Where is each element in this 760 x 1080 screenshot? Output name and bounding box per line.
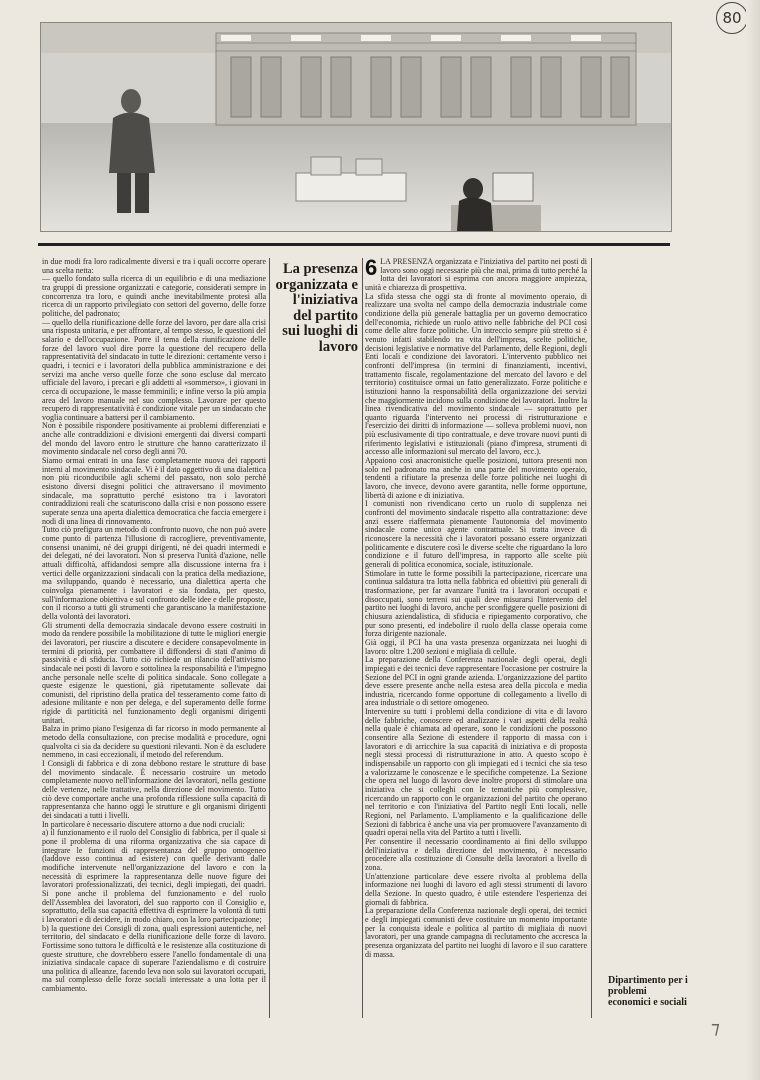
department-credit: Dipartimento per i problemi economici e sociali	[608, 975, 688, 1008]
paragraph: La sfida stessa che oggi sta di fronte al movimento operaio, di realizzare una svolta nel campo della democrazia industriale come condizione della più generale battaglia per un governo democratico dell'economia, richiede un ruolo attivo nelle fabbriche del PCI così come delle altre forze politiche. Un intreccio sempre più stretto si è venuto infatti stabilendo tra vita dell'impresa, scelte politiche, decisioni legislative e normative del Parlamento, delle Regioni, degli Enti locali e condizione dei lavoratori. L'intervento pubblico nei confronti dell'impresa (in termini di finanziamenti, incentivi, trattamento fiscale, regolamentazione del mercato del lavoro e del territorio) costituisce ormai un fatto generalizzato. Forze politiche e istituzioni hanno la responsabilità della organizzazione dei servizi che maggiormente incidono sulla condizione dei lavoratori. Inoltre la linea rivendicativa del movimento sindacale — soprattutto per quanto riguarda l'intervento nei processi di ristrutturazione e l'esercizio dei diritti di informazione — solleva problemi nuovi, non più esclusivamente di tipo contrattuale, e deve trovare nuovi punti di riferimento legislativi e istituzionali (piano d'impresa, strumenti di accesso alle informazioni sul mercato del lavoro, ecc.).	[365, 291, 587, 457]
handwritten-mark: ⁊	[711, 1018, 720, 1039]
paragraph: Tutto ciò prefigura un metodo di confronto nuovo, che non può avere come punto di partenza l'illusione di raccogliere, preventivamente, consensi unanimi, né dei gruppi dirigenti, né dei quadri intermedi e dei delegati, né dei lavoratori. Non si preserva l'unità d'azione, nelle attuali difficoltà, affidandosi sempre alla discussione interna fra i vertici delle organizzazioni sindacali con la pratica della mediazione, ma sviluppando, quando è necessario, una dialettica aperta che coinvolga pienamente i lavoratori e sia fondata, per questo, sull'informazione obiettiva e sul confronto delle idee e delle proposte, con il ricorso a tutti gli strumenti che garantiscano la manifestazione della volontà dei lavoratori.	[42, 525, 266, 621]
paragraph: Per consentire il necessario coordinamento ai fini dello sviluppo dell'iniziativa e della direzione del movimento, è necessario procedere alla costituzione di Consulte della lavoratori a livello di zona.	[365, 836, 587, 872]
paragraph: I Consigli di fabbrica e di zona debbono restare le strutture di base del movimento sindacale. È necessario costruire un metodo completamente nuovo nell'informazione dei lavoratori, nella gestione delle vertenze, nelle trattative, nella direzione del movimento. Tutto ciò deve comportare anche una profonda riflessione sulla capacità di rappresentanza che hanno oggi le strutture e gli organismi dirigenti dei sindacati a tutti i livelli.	[42, 759, 266, 820]
paragraph: In particolare è necessario discutere attorno a due nodi cruciali:	[42, 819, 245, 829]
section-rule	[38, 243, 670, 246]
paragraph: La preparazione della Conferenza nazionale degli operai, dei tecnici e degli impiegati comunisti deve costituire un momento importante per la conquista ideale e politica al partito di migliaia di nuovi lavoratori, per una grande campagna di reclutamento che accresca la presenza organizzata del partito nei luoghi di lavoro e il suo carattere di massa.	[365, 906, 587, 959]
section-number: 6	[365, 258, 378, 280]
paragraph: in due modi fra loro radicalmente diversi e tra i quali occorre operare una scelta netta:	[42, 258, 266, 275]
control-room-photo	[40, 22, 672, 232]
paragraph: Un'attenzione particolare deve essere rivolta al problema della informazione nei luoghi di lavoro ed agli stessi strumenti di lavoro della Sezione. In questo quadro, è utile estendere l'esperienza dei giornali di fabbrica.	[365, 871, 587, 907]
lead-text: LA PRESENZA organizzata e l'iniziativa del partito nei posti di lavoro sono oggi necessarie più che mai, prima di tutto perché la lotta dei lavoratori si esprima con ancora maggiore ampiezza, unità e chiarezza di prospettiva.	[365, 258, 587, 292]
paragraph: Già oggi, il PCI ha una vasta presenza organizzata nei luoghi di lavoro: oltre 1.200 sezioni e migliaia di cellule.	[365, 637, 587, 656]
paragraph: a) il funzionamento e il ruolo del Consiglio di fabbrica, per il quale si pone il problema di una riforma organizzativa che sia capace di integrare le funzioni di rappresentanza del gruppo omogeneo (laddove esso continua ad esistere) con quelle derivanti dalle modifiche intervenute nell'organizzazione del lavoro e con la necessità di esprimere la rappresentanza delle nuove figure dei lavoratori professionalizzati, dei tecnici, degli impiegati, dei quadri. Si pone anche il problema del funzionamento e del ruolo dell'Assemblea dei lavoratori, del suo rapporto con il Consiglio e, soprattutto, della sua capacità effettiva di esprimere la volontà di tutti i lavoratori e di decidere, in modo chiaro, con la loro partecipazione;	[42, 828, 266, 924]
paragraph: I comunisti non rivendicano certo un ruolo di supplenza nei confronti del movimento sindacale rispetto alla contrattazione: deve anzi essere riaffermata pienamente l'autonomia del movimento sindacale come unico agente contrattuale. Si tratta invece di riconoscere la necessità che i lavoratori possano essere organizzati politicamente e discutere così le diverse scelte che riguardano la loro condizione e il futuro dell'impresa, in rapporto alle scelte più generali di politica economica, sociale, istituzionale.	[365, 499, 587, 569]
control-room-image	[41, 23, 671, 231]
column-divider	[362, 258, 363, 1018]
paragraph: Stimolare in tutte le forme possibili la partecipazione, ricercare una continua saldatura tra lotta nella fabbrica ed obiettivi più generali di trasformazione, per far avanzare l'unità tra i lavoratori occupati e disoccupati, sono terreni sui quali deve misurarsi l'intervento del partito nei luoghi di lavoro, anche per sconfiggere quelle posizioni di chiusura aziendalistica, di sfiducia e ripiegamento corporativo, che pur sono presenti, ed indebolire il ruolo della classe operaia come forza dirigente nazionale.	[365, 568, 587, 639]
lead-paragraph	[365, 258, 587, 293]
paragraph: b) la questione dei Consigli di zona, quali espressioni autentiche, nel territorio, del sindacato e della riunificazione delle forze di lavoro. Fortissime sono tuttora le difficoltà e le resistenze alla costituzione di queste strutture, che dovrebbero essere l'anello fondamentale di una iniziativa sindacale capace di superare l'aziendalismo e di costruire una politica di alleanze, facendo leva non solo sui lavoratori occupati, ma sul complesso delle forze sociali interessate a una lotta per il cambiamento.	[42, 923, 266, 994]
paragraph: Intervenire su tutti i problemi della condizione di vita e di lavoro delle fabbriche, conoscere ed analizzare i vari aspetti della realtà nella quale è chiamata ad operare, sono le condizioni che possono consentire alla Sezione di estendere il rapporto di massa con i lavoratori e di arricchire la sua capacità di iniziativa e di proposta negli stessi processi di ristrutturazione in atto. A questo scopo è indispensabile un rapporto con gli impiegati ed i tecnici che sia teso a valorizzarne le conoscenze e le specifiche competenze. La Sezione che opera nel luogo di lavoro deve inoltre proporsi di stimolare una iniziativa che si colleghi con le tematiche più complessive, ricercando un rapporto con le organizzazioni del partito che operano nel territorio e con l'iniziativa del Partito negli Enti locali, nelle Regioni, nel Parlamento. L'ampliamento e la qualificazione delle Sezioni di fabbrica è anche una via per promuovere l'avanzamento di quadri operai nella vita del Partito a tutti i livelli.	[365, 707, 587, 838]
paragraph: — quello fondato sulla ricerca di un equilibrio e di una mediazione tra gruppi di pressione organizzati e categorie, considerati sempre in concorrenza tra loro, e quindi anche inevitabilmente protesi alla ricerca di un rapporto privilegiato con settori del governo, delle forze politiche, del padronato;	[42, 274, 266, 318]
paragraph: — quello della riunificazione delle forze del lavoro, per dare alla crisi una risposta unitaria, e per affrontare, al tempo stesso, le questioni del salario e dell'occupazione. Porre il tema della riunificazione delle forze del lavoro vuol dire porre la questione del recupero della rappresentatività del sindacato in tutte le direzioni: certamente verso i quadri, i tecnici e i lavoratori della pubblica amministrazione e dei servizi ma anche verso quelle forze che sono escluse dal mercato ufficiale del lavoro, i precari e gli addetti al «sommerso», i giovani in cerca di occupazione, le masse femminili; e infine verso la più ampia area del lavoro manuale nel suo complesso. Lavorare per questo recupero di rappresentatività è condizione vitale per un sindacato che voglia continuare a battersi per il cambiamento.	[42, 317, 266, 422]
paragraph: Siamo ormai entrati in una fase completamente nuova dei rapporti interni al movimento sindacale. Vi è il dato oggettivo di una dialettica non più riconducibile agli schemi del passato, non solo perché esistono diversi disegni politici che attraversano il movimento sindacale, ma soprattutto perché esistono tra i lavoratori contraddizioni reali che scaturiscono dalla crisi e non possono essere superate senza una aperta dialettica democratica che faccia emergere i nodi di una linea di rinnovamento.	[42, 456, 266, 526]
article-headline: La presenza organizzata e l'iniziativa del partito sui luoghi di lavoro	[275, 261, 358, 355]
left-text-column	[42, 258, 266, 1026]
column-divider	[591, 258, 592, 1018]
paragraph: Appaiono così anacronistiche quelle posizioni, tuttora presenti non solo nel padronato ma anche in una parte del movimento operaio, tendenti a rifiutare la presenza delle forze politiche nei luoghi di lavoro, che invece, devono avere garantita, nelle forme opportune, libertà di azione e di iniziativa.	[365, 456, 587, 500]
paragraph: Non è possibile rispondere positivamente ai problemi differenziati e anche alle contraddizioni e divisioni emergenti dai diversi comparti del mondo del lavoro entro le strutture che hanno caratterizzato il movimento sindacale nel corso degli anni 70.	[42, 421, 266, 457]
paragraph: La preparazione della Conferenza nazionale degli operai, degli impiegati e dei tecnici deve rappresentare l'occasione per costruire la Sezione del PCI in ogni grande azienda. L'organizzazione del partito deve essere presente anche nella estesa area della piccola e media industria, ricercando forme opportune di collegamento a livello di area industriale o di settore omogeneo.	[365, 655, 587, 708]
paragraph: Gli strumenti della democrazia sindacale devono essere costruiti in modo da rendere possibile la mobilitazione di tutte le migliori energie dei lavoratori, per riuscire a discutere e decidere consapevolmente in termini di priorità, per combattere il diffondersi di stati d'animo di passività e di sfiducia. Tutto ciò richiede un rilancio dell'attivismo sindacale nei posti di lavoro e sottolinea la responsabilità e l'impegno anche personale nelle scelte di politica sindacale. Sono collegate a queste esigenze le questioni, già ripetutamente sollevate dai comunisti, del ripristino della pratica del tesseramento come fatto di adesione militante e non per delega, e del superamento delle forme rigide di partiticità nel funzionamento degli organismi dirigenti unitari.	[42, 620, 266, 725]
paragraph: Balza in primo piano l'esigenza di far ricorso in modo permanente al metodo della consultazione, con precise modalità e procedure, ogni qualvolta ci sia da decidere su questioni rilevanti. Non è da escludere nemmeno, in casi eccezionali, il metodo del referendum.	[42, 724, 266, 760]
page-number: 80	[716, 2, 748, 34]
right-text-column	[365, 258, 587, 1028]
column-divider	[269, 258, 270, 1018]
page-edge-shadow	[746, 0, 760, 1080]
